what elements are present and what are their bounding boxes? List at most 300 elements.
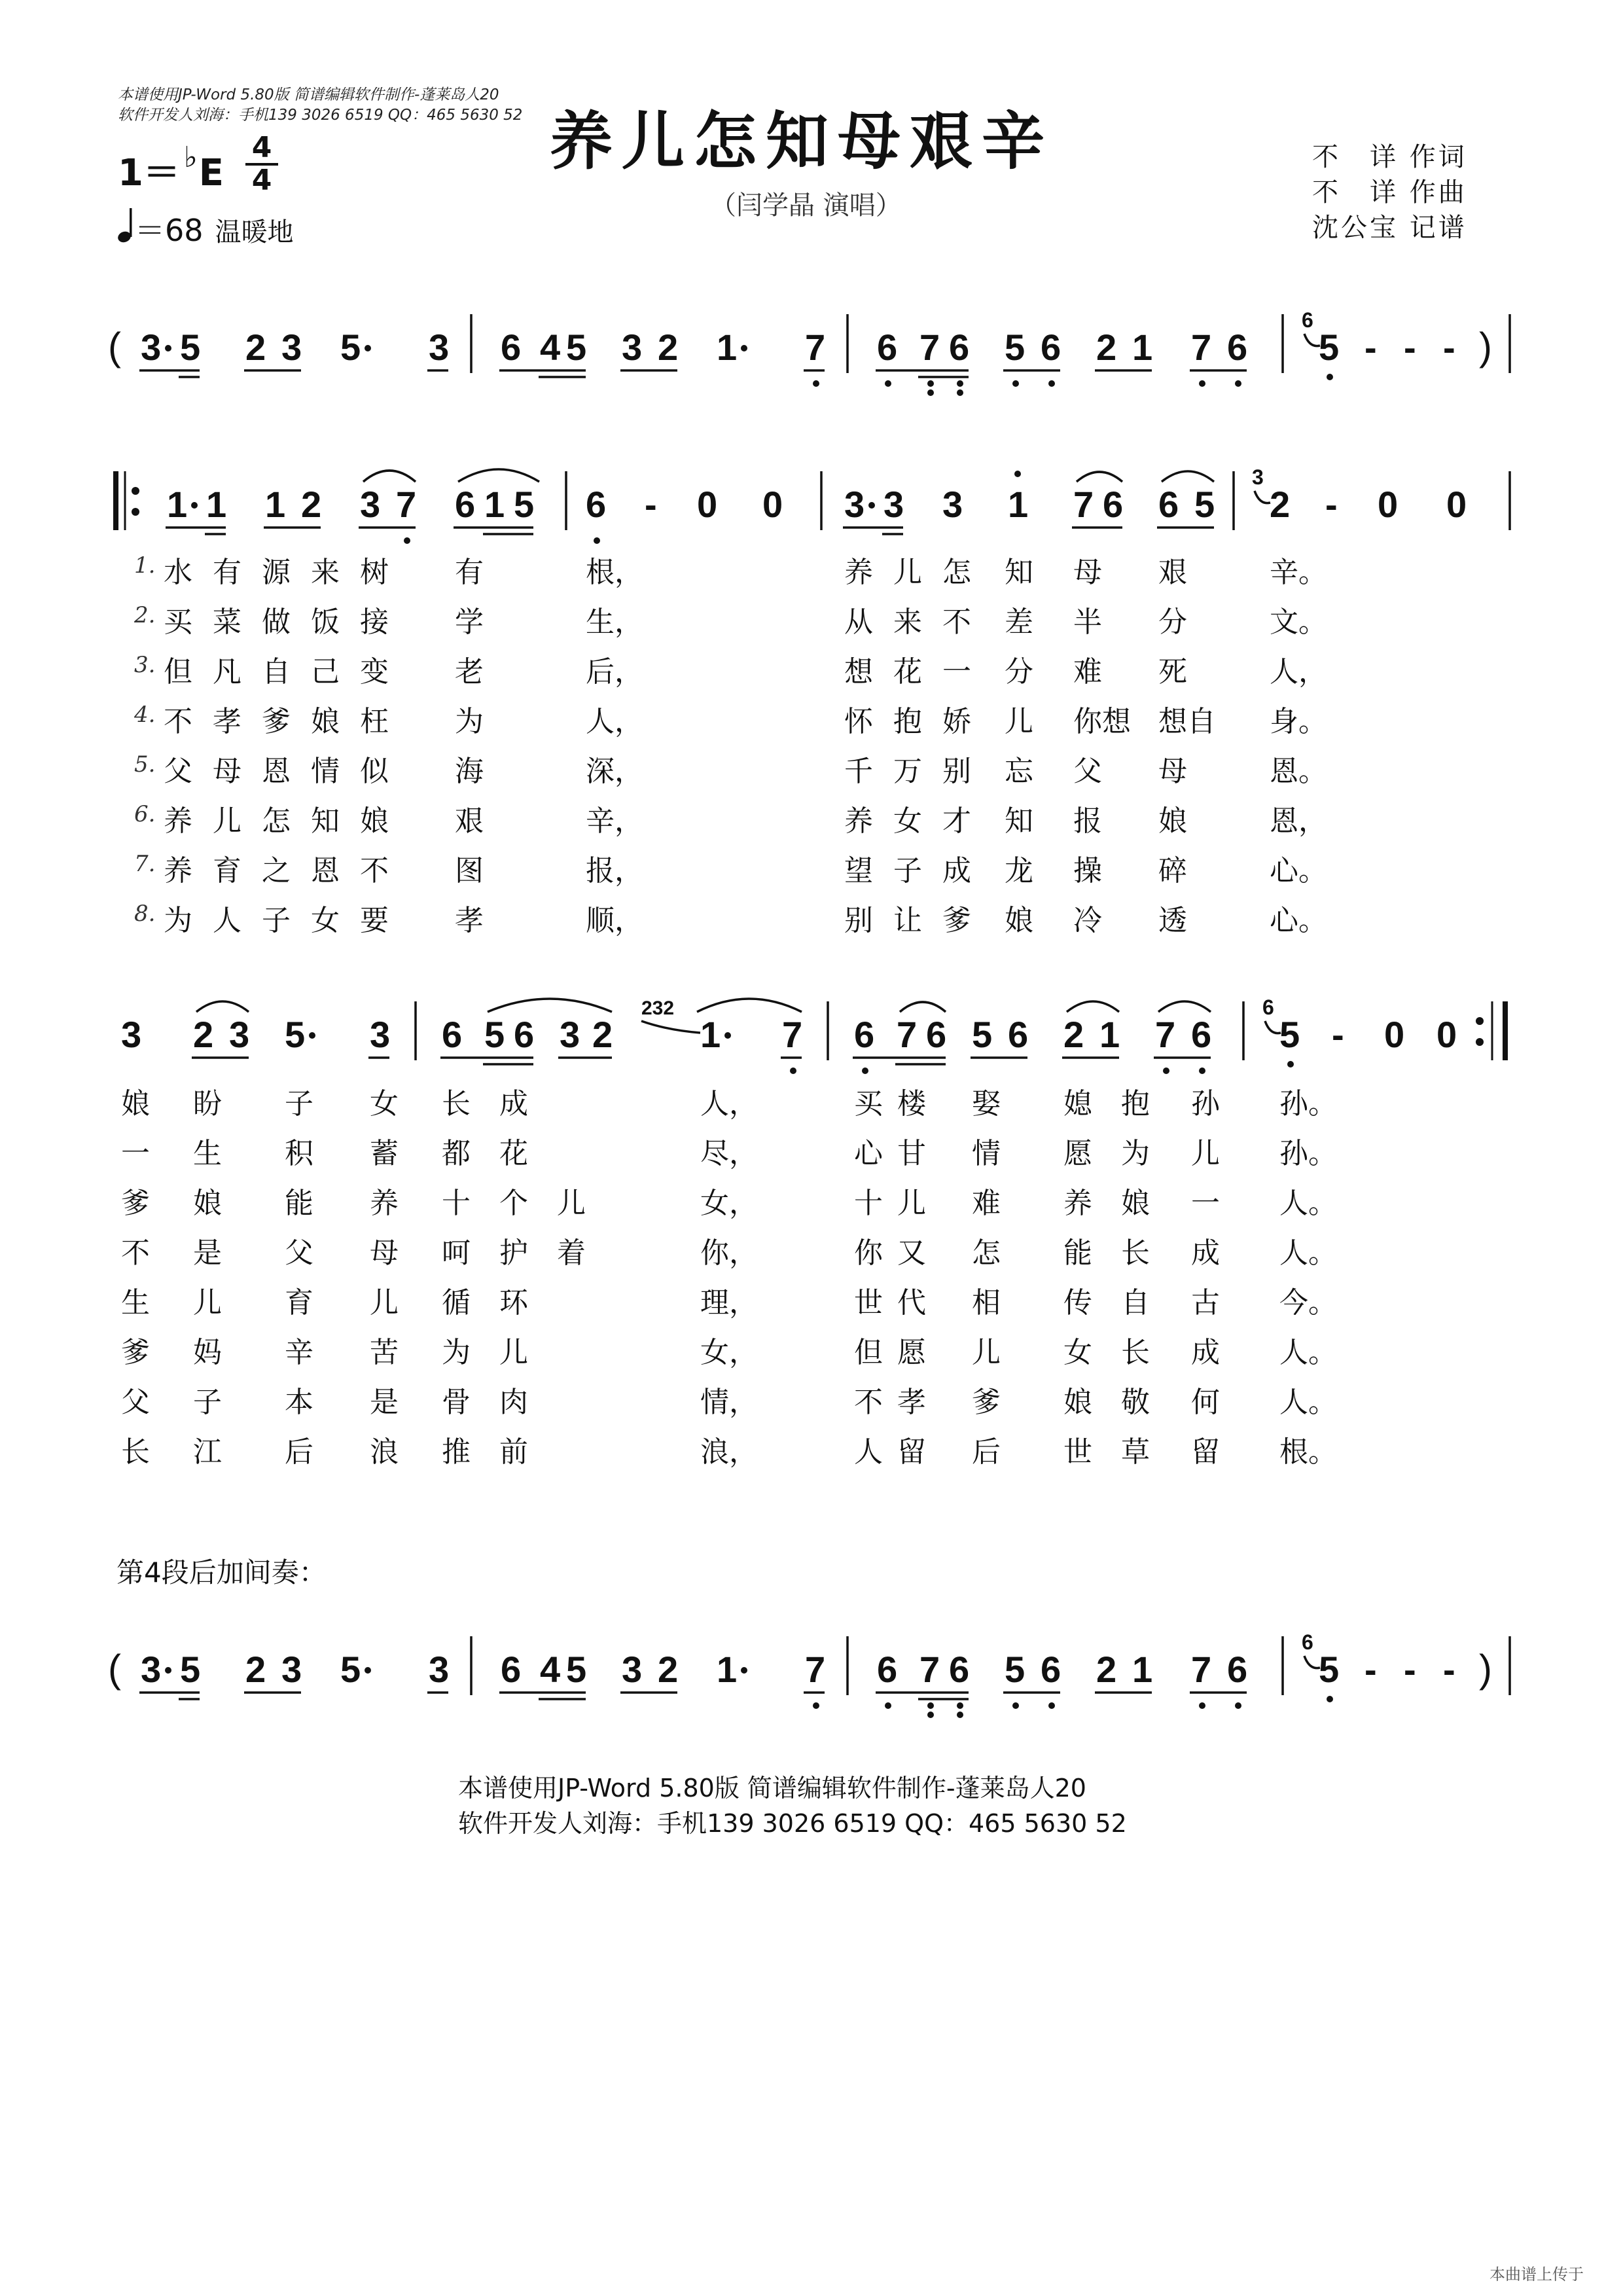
svg-text:6: 6 xyxy=(586,484,607,525)
verse-number: 1. xyxy=(134,552,156,579)
lyric: 女 xyxy=(893,804,922,838)
lyric: 爹 xyxy=(121,1336,150,1369)
lyric: 心甘 xyxy=(854,1137,940,1170)
lyric: 成 xyxy=(1191,1236,1220,1270)
flat-icon: ♭ xyxy=(183,141,198,174)
svg-text:): ) xyxy=(1479,325,1492,368)
lyric: 长 xyxy=(121,1435,150,1469)
intro-system xyxy=(108,301,1515,406)
svg-text:3: 3 xyxy=(622,1649,643,1690)
grace-notes: 232 xyxy=(641,997,675,1019)
intro-staff xyxy=(108,301,1515,406)
verse-b-line-5 xyxy=(108,1279,1515,1325)
svg-text:6: 6 xyxy=(1302,308,1313,332)
svg-text:7: 7 xyxy=(1073,484,1094,525)
lyric: 为儿 xyxy=(442,1336,557,1369)
lyric: 儿 xyxy=(893,556,922,589)
lyric: 半 xyxy=(1073,605,1102,639)
svg-text:3: 3 xyxy=(622,327,643,368)
lyric: 娘 xyxy=(1158,804,1187,838)
lyric: 积 xyxy=(285,1137,313,1170)
lyric: 似 xyxy=(360,755,389,788)
lyric: 辛。 xyxy=(1270,556,1327,589)
lyric: 海 xyxy=(455,755,484,788)
lyric: 一 xyxy=(942,655,971,689)
lyric: 养娘 xyxy=(1063,1187,1179,1220)
lyric: 恩 xyxy=(262,755,291,788)
interlude-label: 第4段后加间奏： xyxy=(116,1556,327,1588)
svg-text:0: 0 xyxy=(762,484,783,525)
lyric: 骨肉 xyxy=(442,1386,557,1419)
svg-text:6: 6 xyxy=(1041,1649,1061,1690)
lyric: 不 xyxy=(942,605,971,639)
svg-text:6: 6 xyxy=(1041,327,1061,368)
lyric: 女长 xyxy=(1063,1336,1179,1369)
lyric: 都花 xyxy=(442,1137,557,1170)
lyric: 后 xyxy=(285,1435,313,1469)
lyric: 为 xyxy=(455,705,484,738)
svg-text:-: - xyxy=(645,484,657,525)
lyric: 想 xyxy=(844,655,873,689)
svg-text:5: 5 xyxy=(566,1649,587,1690)
lyric: 后， xyxy=(586,655,643,689)
svg-text:7: 7 xyxy=(897,1014,918,1055)
lyric: 情 xyxy=(311,755,340,788)
svg-text:6: 6 xyxy=(877,1649,898,1690)
svg-text:3: 3 xyxy=(121,1014,142,1055)
svg-text:2: 2 xyxy=(245,1649,266,1690)
lyric: 别 xyxy=(942,755,971,788)
interlude-staff xyxy=(108,1623,1515,1728)
svg-text:5: 5 xyxy=(340,327,361,368)
lyric: 儿 xyxy=(1005,705,1033,738)
svg-text:0: 0 xyxy=(1384,1014,1405,1055)
lyric: 育 xyxy=(213,854,241,888)
verse-number: 7. xyxy=(134,851,156,877)
lyric: 生 xyxy=(121,1286,150,1319)
svg-text:6: 6 xyxy=(877,327,898,368)
lyric: 难 xyxy=(972,1187,1001,1220)
lyric: 十个儿 xyxy=(442,1187,615,1220)
svg-text:6: 6 xyxy=(455,484,476,525)
lyric: 花 xyxy=(893,655,922,689)
lyric: 儿 xyxy=(972,1336,1001,1369)
lyric: 你想 xyxy=(1073,705,1131,738)
svg-text:1: 1 xyxy=(265,484,286,525)
svg-text:7: 7 xyxy=(1155,1014,1176,1055)
verse-number: 6. xyxy=(134,801,156,827)
svg-text:6: 6 xyxy=(1302,1630,1313,1654)
svg-text:6: 6 xyxy=(1103,484,1124,525)
lyric: 呵护着 xyxy=(442,1236,615,1270)
verse-b-system xyxy=(108,988,1515,1086)
svg-text:2: 2 xyxy=(1063,1014,1084,1055)
lyric: 知 xyxy=(311,804,340,838)
verse-a-line-6 xyxy=(108,797,1515,843)
lyric: 接 xyxy=(360,605,389,639)
lyric: 是 xyxy=(193,1236,222,1270)
svg-text:3: 3 xyxy=(883,484,904,525)
svg-text:3: 3 xyxy=(281,1649,302,1690)
lyric: 推前 xyxy=(442,1435,557,1469)
lyric: 儿 xyxy=(370,1286,399,1319)
lyric: 何 xyxy=(1191,1386,1220,1419)
lyric: 儿 xyxy=(213,804,241,838)
lyric: 人。 xyxy=(1279,1187,1337,1220)
lyric: 女， xyxy=(700,1187,758,1220)
lyric: 盼 xyxy=(193,1087,222,1121)
lyric: 做 xyxy=(262,605,291,639)
svg-text:5: 5 xyxy=(972,1014,993,1055)
lyric: 人 xyxy=(213,904,241,937)
lyric: 怎 xyxy=(972,1236,1001,1270)
lyric: 艰 xyxy=(1158,556,1187,589)
lyric: 人， xyxy=(1270,655,1327,689)
lyric: 妈 xyxy=(193,1336,222,1369)
svg-text:3: 3 xyxy=(560,1014,580,1055)
lyric: 龙 xyxy=(1005,854,1033,888)
lyric: 生， xyxy=(586,605,643,639)
svg-text:5: 5 xyxy=(285,1014,306,1055)
svg-text:-: - xyxy=(1443,1649,1455,1690)
svg-text:3: 3 xyxy=(281,327,302,368)
lyric: 不 xyxy=(164,705,192,738)
lyric: 死 xyxy=(1158,655,1187,689)
svg-text:3: 3 xyxy=(360,484,381,525)
svg-text:): ) xyxy=(1479,1647,1492,1691)
lyric: 子 xyxy=(193,1386,222,1419)
lyric: 文。 xyxy=(1270,605,1327,639)
svg-text:6: 6 xyxy=(926,1014,947,1055)
verse-number: 3. xyxy=(134,652,156,678)
svg-text:0: 0 xyxy=(1378,484,1399,525)
lyric: 凡 xyxy=(213,655,241,689)
lyric: 水 xyxy=(164,556,192,589)
svg-text:-: - xyxy=(1364,1649,1377,1690)
lyric: 娘 xyxy=(193,1187,222,1220)
lyric: 人留 xyxy=(854,1435,940,1469)
svg-text:1: 1 xyxy=(1132,1649,1153,1690)
footer-line2: 软件开发人刘海：手机139 3026 6519 QQ：465 5630 52 xyxy=(458,1809,1127,1838)
svg-text:5: 5 xyxy=(514,484,535,525)
lyric: 子 xyxy=(285,1087,313,1121)
lyric: 儿 xyxy=(1191,1137,1220,1170)
lyric: 生 xyxy=(193,1137,222,1170)
svg-text:5: 5 xyxy=(340,1649,361,1690)
svg-text:-: - xyxy=(1404,1649,1416,1690)
lyric: 来 xyxy=(311,556,340,589)
lyric: 之 xyxy=(262,854,291,888)
svg-text:1: 1 xyxy=(484,484,505,525)
lyric: 心。 xyxy=(1270,854,1327,888)
svg-text:5: 5 xyxy=(484,1014,505,1055)
lyric: 孙 xyxy=(1191,1087,1220,1121)
lyric: 但 xyxy=(164,655,192,689)
lyric: 娘 xyxy=(311,705,340,738)
lyric: 媳抱 xyxy=(1063,1087,1179,1121)
svg-text:3: 3 xyxy=(844,484,865,525)
lyric: 抱 xyxy=(893,705,922,738)
lyric: 养 xyxy=(844,804,873,838)
lyric: 相 xyxy=(972,1286,1001,1319)
key-prefix: 1＝ xyxy=(118,152,180,194)
lyric: 知 xyxy=(1005,804,1033,838)
lyric: 一 xyxy=(121,1137,150,1170)
lyric: 有 xyxy=(455,556,484,589)
lyric: 顺， xyxy=(586,904,643,937)
lyric: 忘 xyxy=(1005,755,1033,788)
svg-text:2: 2 xyxy=(245,327,266,368)
key-note: E xyxy=(198,152,224,194)
time-bottom: 4 xyxy=(251,164,272,197)
lyric: 根， xyxy=(586,556,643,589)
lyric: 难 xyxy=(1073,655,1102,689)
lyric: 循环 xyxy=(442,1286,557,1319)
lyric: 心。 xyxy=(1270,904,1327,937)
svg-text:3: 3 xyxy=(942,484,963,525)
footer-line1: 本谱使用JP-Word 5.80版 简谱编辑软件制作-蓬莱岛人20 xyxy=(458,1774,1086,1803)
svg-text:0: 0 xyxy=(1446,484,1467,525)
svg-text:6: 6 xyxy=(501,327,522,368)
lyric: 江 xyxy=(193,1435,222,1469)
lyric: 要 xyxy=(360,904,389,937)
lyric: 爹 xyxy=(262,705,291,738)
lyric: 母 xyxy=(213,755,241,788)
lyric: 孝 xyxy=(455,904,484,937)
svg-text:2: 2 xyxy=(658,327,679,368)
interlude-system xyxy=(108,1623,1515,1728)
lyric: 让 xyxy=(893,904,922,937)
svg-text:1: 1 xyxy=(206,484,227,525)
lyric: 父 xyxy=(1073,755,1102,788)
key-signature xyxy=(118,141,224,196)
svg-text:-: - xyxy=(1404,327,1416,368)
lyric: 世草 xyxy=(1063,1435,1179,1469)
lyric: 操 xyxy=(1073,854,1102,888)
lyric: 养 xyxy=(370,1187,399,1220)
lyric: 养 xyxy=(164,804,192,838)
svg-text:2: 2 xyxy=(1096,1649,1117,1690)
svg-text:4: 4 xyxy=(540,327,561,368)
lyric: 人。 xyxy=(1279,1386,1337,1419)
lyric: 浪 xyxy=(370,1435,399,1469)
lyric: 自 xyxy=(262,655,291,689)
svg-text:-: - xyxy=(1325,484,1338,525)
lyric: 不 xyxy=(121,1236,150,1270)
svg-text:1: 1 xyxy=(1132,327,1153,368)
lyric: 你， xyxy=(700,1236,758,1270)
svg-text:6: 6 xyxy=(442,1014,463,1055)
corner-stamp xyxy=(1489,2261,1584,2284)
svg-text:5: 5 xyxy=(1319,1649,1340,1690)
lyric: 怎 xyxy=(942,556,971,589)
lyric: 十儿 xyxy=(854,1187,940,1220)
lyric: 你又 xyxy=(854,1236,940,1270)
svg-text:1: 1 xyxy=(167,484,188,525)
lyric: 深， xyxy=(586,755,643,788)
verse-number: 4. xyxy=(134,702,156,728)
svg-text:6: 6 xyxy=(514,1014,535,1055)
lyric: 为 xyxy=(164,904,192,937)
lyric: 菜 xyxy=(213,605,241,639)
lyric: 买 xyxy=(164,605,192,639)
lyric: 能 xyxy=(285,1187,313,1220)
lyric: 枉 xyxy=(360,705,389,738)
svg-text:6: 6 xyxy=(854,1014,875,1055)
quarter-note-icon xyxy=(118,207,135,251)
lyric: 碎 xyxy=(1158,854,1187,888)
svg-text:5: 5 xyxy=(1005,327,1026,368)
lyric: 父 xyxy=(121,1386,150,1419)
lyric: 学 xyxy=(455,605,484,639)
lyric: 身。 xyxy=(1270,705,1327,738)
lyric: 女， xyxy=(700,1336,758,1369)
corner-stamp-text: 本曲谱上传于 xyxy=(1489,2265,1584,2284)
svg-text:3: 3 xyxy=(1252,465,1264,489)
lyric: 人， xyxy=(700,1087,758,1121)
expression-mark: 温暖地 xyxy=(215,217,294,247)
lyric: 女 xyxy=(311,904,340,937)
svg-text:2: 2 xyxy=(658,1649,679,1690)
lyric: 蓄 xyxy=(370,1137,399,1170)
lyric: 养 xyxy=(164,854,192,888)
lyric: 娶 xyxy=(972,1087,1001,1121)
svg-text:(: ( xyxy=(108,1647,121,1691)
svg-text:2: 2 xyxy=(301,484,322,525)
lyric: 知 xyxy=(1005,556,1033,589)
lyric: 来 xyxy=(893,605,922,639)
lyric: 孝 xyxy=(213,705,241,738)
verse-a-line-7 xyxy=(108,847,1515,893)
lyric: 艰 xyxy=(455,804,484,838)
svg-text:3: 3 xyxy=(370,1014,391,1055)
verse-a-line-3 xyxy=(108,648,1515,694)
lyric: 母 xyxy=(1073,556,1102,589)
lyric: 千 xyxy=(844,755,873,788)
svg-text:3: 3 xyxy=(429,1649,450,1690)
lyric: 报 xyxy=(1073,804,1102,838)
verse-b-line-8 xyxy=(108,1428,1515,1474)
svg-text:6: 6 xyxy=(1262,996,1274,1019)
time-top: 4 xyxy=(251,131,272,164)
lyric: 辛， xyxy=(586,804,643,838)
svg-text:4: 4 xyxy=(540,1649,561,1690)
svg-text:6: 6 xyxy=(1227,327,1248,368)
lyric: 成 xyxy=(1191,1336,1220,1369)
lyric: 变 xyxy=(360,655,389,689)
lyric: 是 xyxy=(370,1386,399,1419)
svg-text:1: 1 xyxy=(1099,1014,1120,1055)
verse-number: 5. xyxy=(134,751,156,778)
lyric: 爹 xyxy=(972,1386,1001,1419)
svg-text:6: 6 xyxy=(1227,1649,1248,1690)
lyric: 别 xyxy=(844,904,873,937)
tempo-value: ＝68 xyxy=(135,213,204,248)
lyric: 透 xyxy=(1158,904,1187,937)
lyric: 世代 xyxy=(854,1286,940,1319)
svg-text:5: 5 xyxy=(180,1649,201,1690)
lyric: 恩， xyxy=(1270,804,1327,838)
verse-number: 8. xyxy=(134,901,156,927)
svg-text:7: 7 xyxy=(396,484,417,525)
lyric: 母 xyxy=(370,1236,399,1270)
verse-b-line-4 xyxy=(108,1229,1515,1275)
svg-text:6: 6 xyxy=(1008,1014,1029,1055)
lyric: 但愿 xyxy=(854,1336,940,1369)
svg-text:0: 0 xyxy=(697,484,718,525)
lyric: 辛 xyxy=(285,1336,313,1369)
lyric: 不 xyxy=(360,854,389,888)
lyric: 买楼 xyxy=(854,1087,940,1121)
lyric: 根。 xyxy=(1279,1435,1337,1469)
lyric: 子 xyxy=(893,854,922,888)
verse-b-line-6 xyxy=(108,1329,1515,1374)
verse-a-line-2 xyxy=(108,598,1515,644)
lyric: 万 xyxy=(893,755,922,788)
svg-text:6: 6 xyxy=(1158,484,1179,525)
song-subtitle: （闫学晶 演唱） xyxy=(710,190,902,221)
svg-text:7: 7 xyxy=(805,327,826,368)
lyric: 父 xyxy=(164,755,192,788)
lyric: 差 xyxy=(1005,605,1033,639)
lyric: 冷 xyxy=(1073,904,1102,937)
lyric: 报， xyxy=(586,854,643,888)
lyric: 饭 xyxy=(311,605,340,639)
lyric: 育 xyxy=(285,1286,313,1319)
lyric: 留 xyxy=(1191,1435,1220,1469)
lyric: 娘 xyxy=(121,1087,150,1121)
svg-text:7: 7 xyxy=(782,1014,803,1055)
lyric: 源 xyxy=(262,556,291,589)
lyric: 有 xyxy=(213,556,241,589)
lyric: 恩。 xyxy=(1270,755,1327,788)
verse-a-line-1 xyxy=(108,548,1515,594)
lyric: 长成 xyxy=(442,1087,557,1121)
svg-text:-: - xyxy=(1364,327,1377,368)
verse-b-line-3 xyxy=(108,1179,1515,1225)
transcriber-credit: 沈公宝 记谱 xyxy=(1312,213,1467,243)
lyric: 成 xyxy=(942,854,971,888)
svg-text:5: 5 xyxy=(566,327,587,368)
verse-number: 2. xyxy=(134,602,156,628)
svg-text:5: 5 xyxy=(1005,1649,1026,1690)
lyric: 不孝 xyxy=(854,1386,940,1419)
svg-text:1: 1 xyxy=(1008,484,1029,525)
svg-text:3: 3 xyxy=(429,327,450,368)
lyric: 己 xyxy=(311,655,340,689)
svg-text:5: 5 xyxy=(180,327,201,368)
lyric: 想自 xyxy=(1158,705,1216,738)
verse-b-staff xyxy=(108,988,1515,1086)
lyric: 儿 xyxy=(193,1286,222,1319)
svg-text:5: 5 xyxy=(1194,484,1215,525)
composer-credit: 不 详 作曲 xyxy=(1312,177,1467,207)
lyric: 后 xyxy=(972,1435,1001,1469)
svg-text:5: 5 xyxy=(1319,327,1340,368)
lyric: 一 xyxy=(1191,1187,1220,1220)
software-note-line1: 本谱使用JP-Word 5.80版 简谱编辑软件制作-蓬莱岛人20 xyxy=(118,86,499,103)
lyric: 从 xyxy=(844,605,873,639)
svg-text:2: 2 xyxy=(193,1014,214,1055)
verse-a-line-4 xyxy=(108,698,1515,744)
lyric: 理， xyxy=(700,1286,758,1319)
lyricist-credit: 不 详 作词 xyxy=(1312,142,1467,172)
tempo-marking xyxy=(118,207,294,251)
svg-text:7: 7 xyxy=(1191,327,1212,368)
verse-a-system xyxy=(108,458,1515,556)
lyric: 分 xyxy=(1005,655,1033,689)
svg-text:7: 7 xyxy=(805,1649,826,1690)
